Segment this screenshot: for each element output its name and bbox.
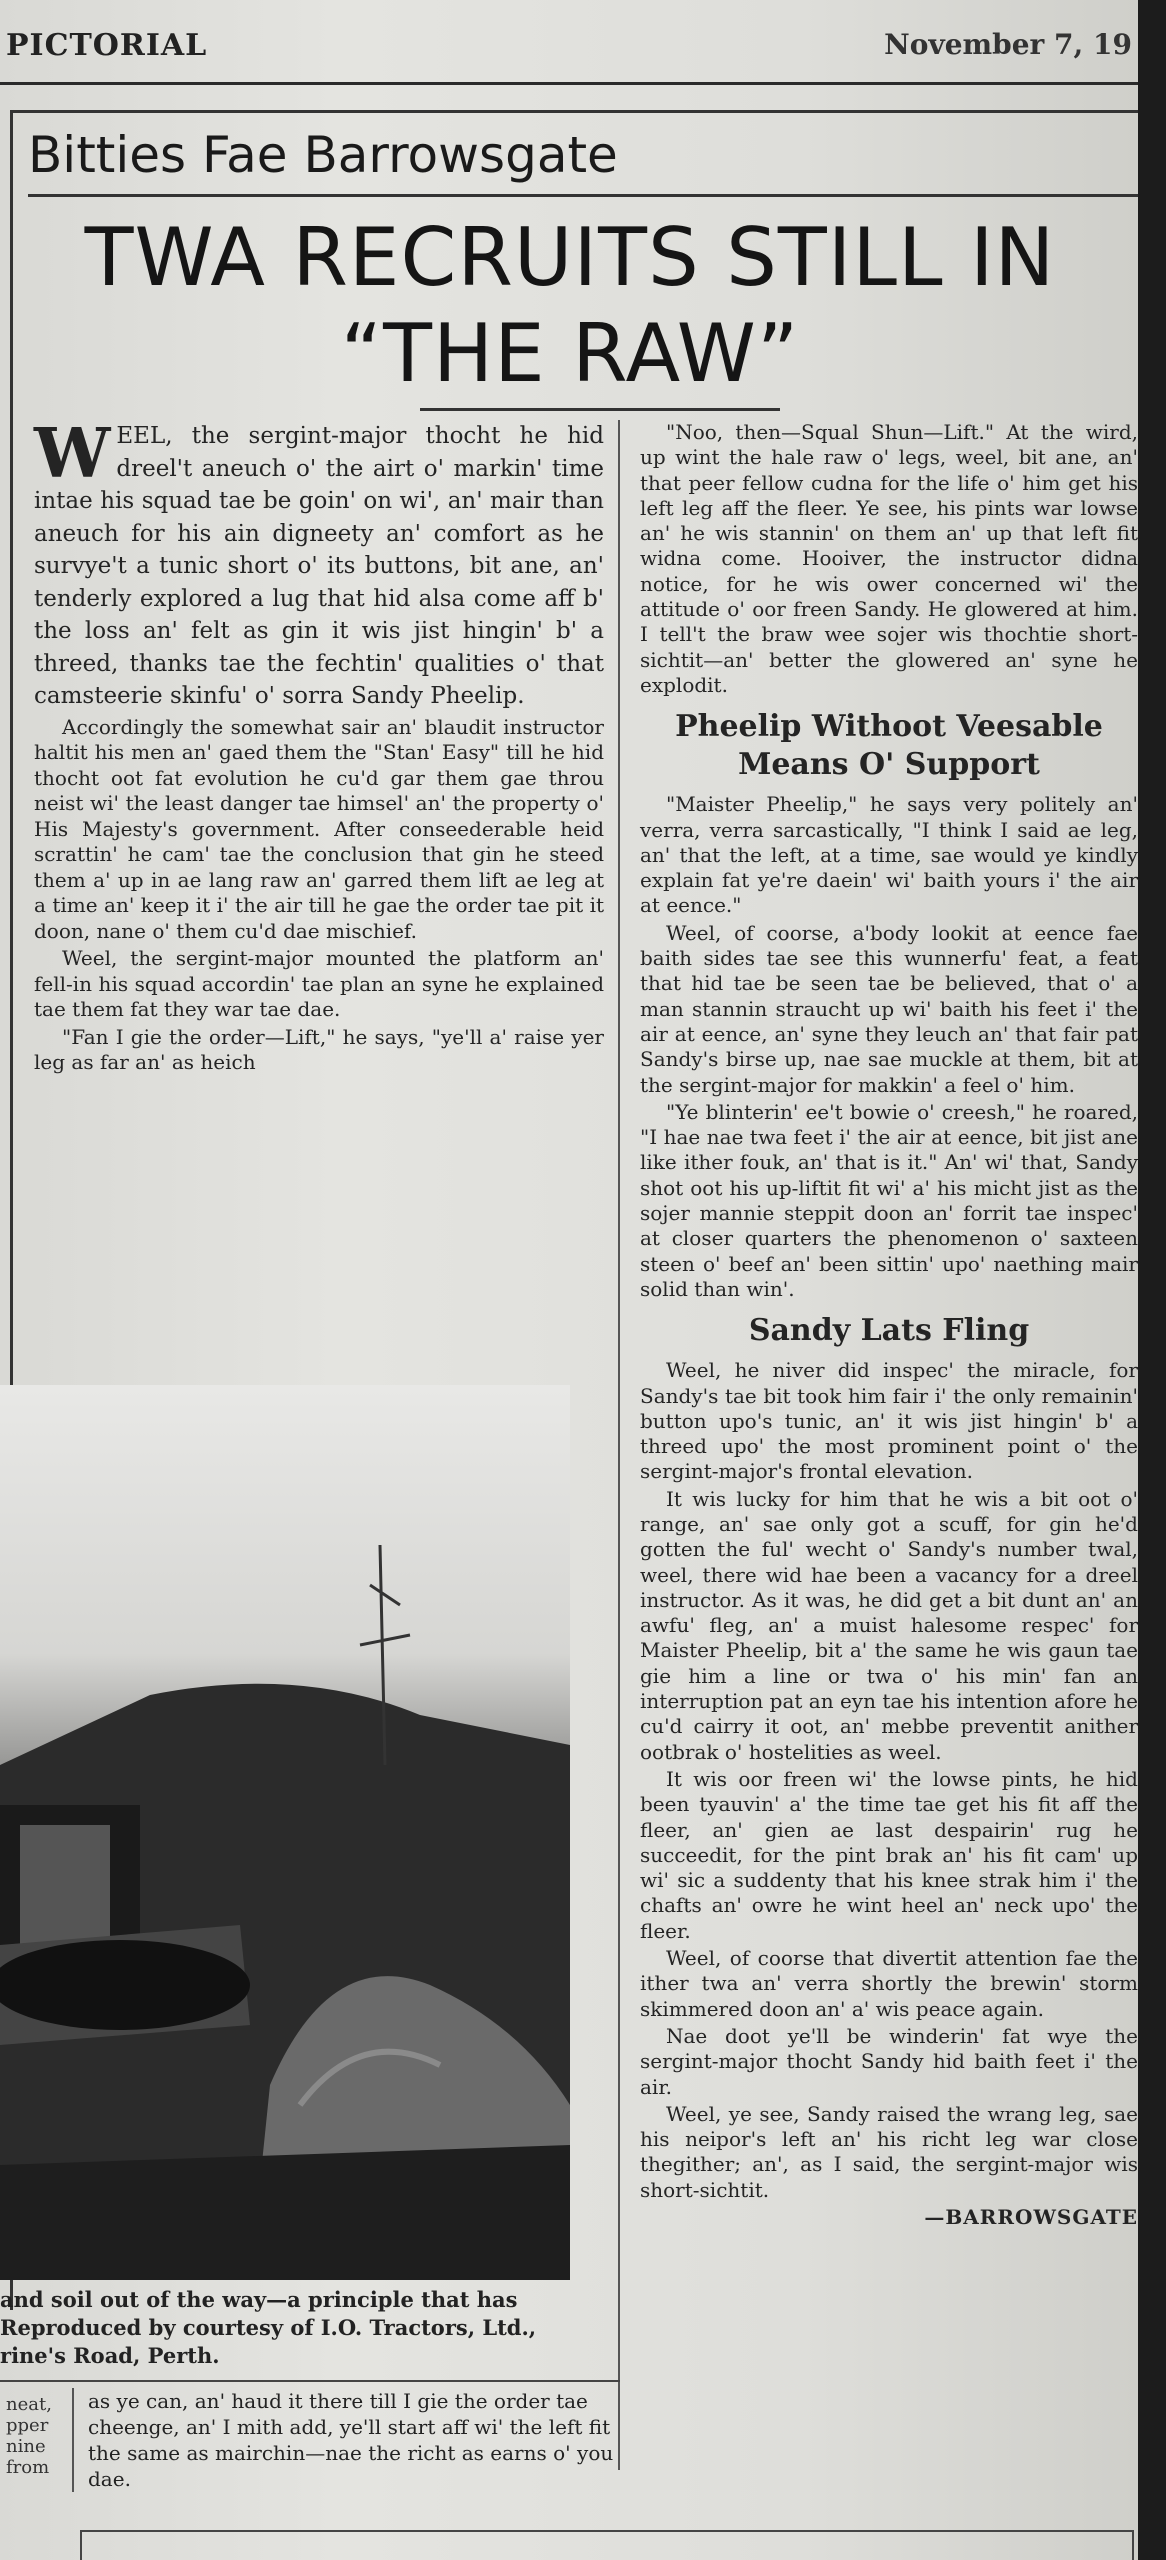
paragraph: "Maister Pheelip," he says very politely an' verra, verra sarcastically, "I think I said ae leg, an' that the left, at a time, sae would ye kindly explain fat ye're daein' wi' baith yours i' the air at eence." bbox=[640, 792, 1138, 918]
paragraph: "Ye blinterin' ee't bowie o' creesh," he roared, "I hae nae twa feet i' the air at eence, bit jist ane like ither fouk, an' that is it." An' wi' that, Sandy shot oot his up-liftit fit wi' a' his micht jist as the sojer mannie steppit doon an' forrit tae inspec' at closer quarters the phenomenon o' saxteen steen o' beef an' been sittin' upo' naething mair solid than win'. bbox=[640, 1099, 1138, 1301]
issue-date: November 7, 19 bbox=[884, 28, 1132, 61]
paragraph: Weel, the sergint-major mounted the platform an' fell-in his squad accordin' tae plan an syne he explained tae them fat they war tae dae. bbox=[34, 946, 604, 1021]
photo-caption: and soil out of the way—a principle that has Reproduced by courtesy of I.O. Tractors, Ltd., rine's Road, Perth. bbox=[0, 2287, 537, 2368]
article-frame-top bbox=[10, 110, 1138, 113]
headline-rule bbox=[420, 408, 780, 411]
adjacent-article-fragment: neat, pper nine from bbox=[6, 2394, 52, 2478]
paragraph: Weel, of coorse that divertit attention fae the ither twa an' verra shortly the brewin' storm skimmered doon an' a' wis peace again. bbox=[640, 1946, 1138, 2021]
paragraph: "Noo, then—Squal Shun—Lift." At the wird, up wint the hale raw o' legs, weel, bit ane, an' that peer fellow cudna for the life o' him get his left leg aff the fleer. Ye see, his pints war lowse an' he wis stannin' on them an' up that left fit widna come. Hooiver, the instructor didna notice, for he wis ower concerned wi' the attitude o' oor freen Sandy. He glowered at him. I tell't the braw wee sojer wis thochtie short-sichtit—an' better the glowered an' syne he explodit. bbox=[640, 420, 1138, 697]
section-name: PICTORIAL bbox=[6, 28, 208, 63]
paragraph: Accordingly the somewhat sair an' blaudit instructor haltit his men an' gaed them the "Stan' Easy" till he hid thocht oot fat evolution he cu'd gar them gae throu neist wi' the least danger tae himsel' an' the property o' His Majesty's government. After conseederable heid scrattin' he cam' tae the conclusion that gin he steed them a' up in ae lang raw an' garred them lift ae leg at a time an' keep it i' the air till he gae the order tae pit it doon, nane o' them cu'd dae mischief. bbox=[34, 714, 604, 943]
masthead-rule bbox=[0, 82, 1138, 85]
continued-paragraph: as ye can, an' haud it there till I gie the order tae cheenge, an' I mith add, ye'll start aff wi' the left fit the same as mairchin—nae the richt as earns o' you dae. bbox=[72, 2388, 628, 2492]
paragraph: Weel, of coorse, a'body lookit at eence fae baith sides tae see this wunnerfu' feat, a feat that hid tae be seen tae be believed, that o' a man stannin straucht up wi' baith his feet i' the air at eence, an' syne they leuch an' that fair pat Sandy's birse up, nae sae muckle at them, bit at the sergint-major for makkin' a feel o' him. bbox=[640, 920, 1138, 1097]
masthead bbox=[0, 28, 1138, 68]
kicker-rule bbox=[28, 194, 1138, 197]
article-column-2 bbox=[640, 420, 1138, 2230]
paragraph: WEEL, the sergint-major thocht he hid dreel't aneuch o' the airt o' markin' time intae his squad tae be goin' on wi', an' mair than aneuch for his ain digneety an' comfort as he survye't a tunic short o' its buttons, bit ane, an' tenderly explored a lug that hid alsa come aff b' the loss an' felt as gin it wis jist hingin' b' a threed, thanks tae the fechtin' qualities o' that camsteerie skinfu' o' sorra Sandy Pheelip. bbox=[34, 414, 604, 709]
photo-illustration bbox=[0, 1385, 570, 2280]
caption-rule bbox=[0, 2380, 620, 2382]
paragraph: It wis oor freen wi' the lowse pints, he hid been tyauvin' a' the time tae get his fit aff the fleer, an' gien ae last despairin' rug he succeedit, for the pint brak an' his fit cam' up wi' sic a suddenty that his knee strak him i' the chafts an' owre he wint heel an' neck upo' the fleer. bbox=[640, 1766, 1138, 1943]
headline-line-1: TWA RECRUITS STILL IN bbox=[84, 211, 1056, 304]
paragraph: Weel, ye see, Sandy raised the wrang leg, sae his neipor's left an' his richt leg war close thegither; an', as I said, the sergint-major wis short-sichtit. bbox=[640, 2101, 1138, 2202]
article-kicker: Bitties Fae Barrowsgate bbox=[28, 126, 618, 184]
subheading: Pheelip Withoot Veesable Means O' Support bbox=[675, 709, 1103, 783]
paragraph: "Fan I gie the order—Lift," he says, "ye'll a' raise yer leg as far an' as heich bbox=[34, 1024, 604, 1074]
paragraph: Nae doot ye'll be winderin' fat wye the sergint-major thocht Sandy hid baith feet i' the air. bbox=[640, 2023, 1138, 2099]
column-divider bbox=[618, 420, 620, 2470]
next-article-border bbox=[80, 2530, 1134, 2560]
article-column-1 bbox=[34, 414, 604, 1078]
drop-cap: W bbox=[34, 414, 111, 494]
article-headline bbox=[30, 210, 1110, 402]
paragraph: Weel, he niver did inspec' the miracle, for Sandy's tae bit took him fair i' the only remainin' button upo's tunic, an' it wis jist hingin' b' a threed upo' the most prominent point o' the sergint-major's frontal elevation. bbox=[640, 1358, 1138, 1484]
headline-line-2: “THE RAW” bbox=[340, 307, 800, 400]
author-signature: —BARROWSGATE bbox=[924, 2205, 1138, 2229]
paragraph: It wis lucky for him that he wis a bit oot o' range, an' sae only got a scuff, for gin he'd gotten the ful' wecht o' Sandy's number twal, weel, there wid hae been a vacancy for a dreel instructor. As it was, he did get a bit dunt an' an awfu' fleg, an' a muist halesome respec' for Maister Pheelip, bit a' the same he wis gaun tae gie him a line or twa o' his min' fan an interruption pat an eyn tae his intention afore he cu'd cairry it oot, an' mebbe preventit anither ootbrak o' hostelities as weel. bbox=[640, 1486, 1138, 1764]
subheading: Sandy Lats Fling bbox=[748, 1313, 1030, 1349]
tractor-photo bbox=[0, 1385, 570, 2280]
